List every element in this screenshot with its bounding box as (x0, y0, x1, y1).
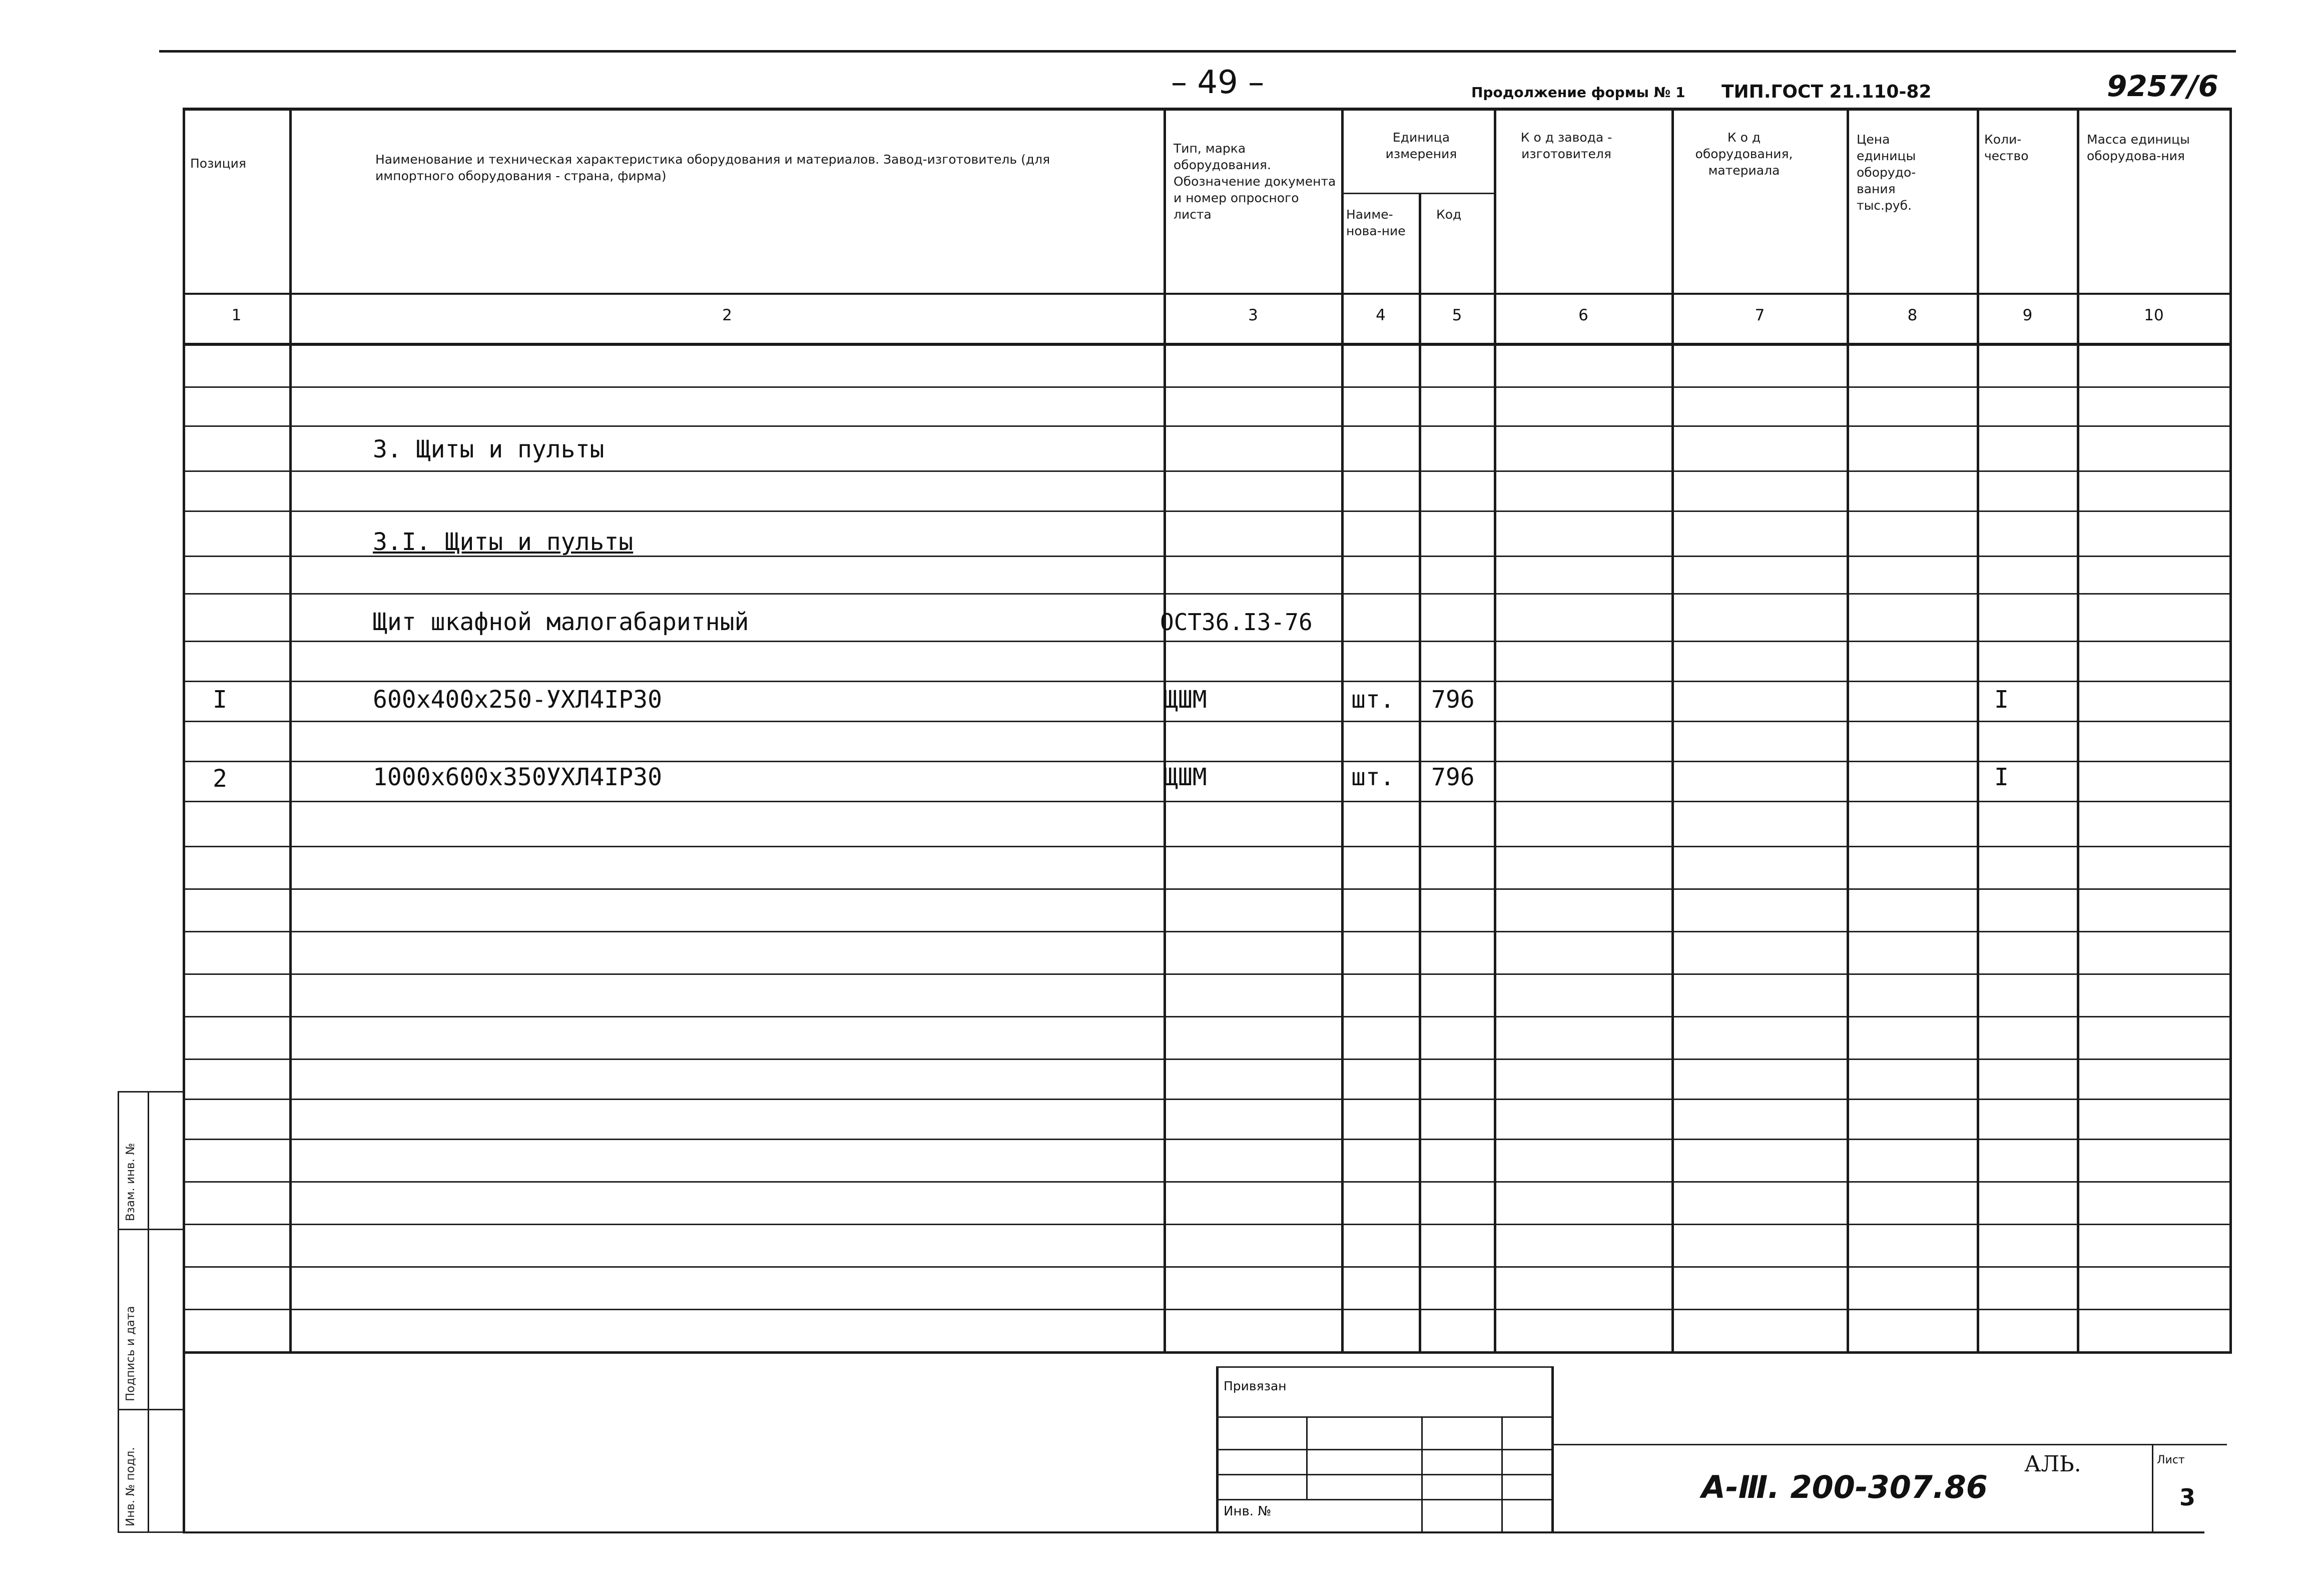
row-type: ОСТ36.I3-76 (1160, 609, 1313, 636)
row-name: 3.I. Щиты и пульты (373, 528, 634, 556)
row-position: 2 (213, 765, 227, 793)
row-name: 600х400х250-УХЛ4IР30 (373, 686, 662, 714)
table-row (373, 528, 633, 556)
inventory-number-label: Инв. № (1224, 1504, 1272, 1519)
column-number: 9 (2022, 306, 2033, 324)
row-name: 3. Щиты и пульты (373, 435, 605, 463)
table-row (373, 435, 604, 463)
row-quantity: I (1994, 686, 2009, 714)
header-unit-price: Цена единицы оборудо-вания тыс.руб. (1857, 132, 1916, 213)
column-number: 7 (1755, 306, 1765, 324)
row-unit: шт. (1351, 763, 1395, 791)
row-quantity: I (1994, 763, 2009, 791)
column-number: 2 (722, 306, 732, 324)
page-number: – 49 – (1171, 64, 1265, 101)
row-unit-code: 796 (1431, 686, 1475, 714)
top-border (159, 50, 2236, 53)
sheet-number: 3 (2179, 1484, 2196, 1511)
row-type: ЩШМ (1164, 763, 1207, 791)
column-number: 8 (1907, 306, 1918, 324)
header-manufacturer-code: К о д завода - изготовителя (1520, 130, 1612, 161)
column-number: 1 (231, 306, 242, 324)
header-unit-name: Наиме-нова-ние (1346, 207, 1406, 238)
header-position: Позиция (190, 156, 246, 171)
privyazan-label: Привязан (1224, 1379, 1287, 1393)
sheet-label: Лист (2157, 1454, 2185, 1466)
column-number: 5 (1452, 306, 1462, 324)
header-name: Наименование и техническая характеристика оборудования и материалов. Завод-изготовитель (для импортного оборудования - страна, фирма) (375, 152, 1050, 183)
row-unit-code: 796 (1431, 763, 1475, 791)
header-material-code: К о д оборудования, материала (1695, 130, 1793, 178)
column-number: 6 (1578, 306, 1588, 324)
header-type: Тип, марка оборудования. Обозначение документа и номер опросного листа (1174, 141, 1336, 222)
row-name: 1000х600х350УХЛ4IР30 (373, 763, 662, 791)
row-position: I (213, 686, 227, 714)
column-number: 4 (1376, 306, 1386, 324)
replaced-inventory-label: Взам. инв. № (124, 1143, 137, 1221)
column-number: 10 (2144, 306, 2164, 324)
standard-reference: ТИП.ГОСТ 21.110-82 (1721, 82, 1932, 102)
album-label: АЛЬ. (2024, 1451, 2081, 1477)
row-type: ЩШМ (1164, 686, 1207, 714)
original-inventory-label: Инв. № подл. (124, 1447, 137, 1526)
signature-date-label: Подпись и дата (124, 1306, 137, 1401)
sheet-reference: 9257/6 (2107, 69, 2218, 103)
header-unit-group: Единица измерения (1385, 130, 1457, 161)
header-unit-code: Код (1436, 207, 1462, 222)
row-unit: шт. (1351, 686, 1395, 714)
row-name: Щит шкафной малогабаритный (373, 608, 749, 636)
column-number: 3 (1248, 306, 1258, 324)
header-mass: Масса единицы оборудова-ния (2087, 132, 2190, 163)
document-code: А-Ⅲ. 200-307.86 (1701, 1469, 1988, 1505)
header-quantity: Коли-чество (1984, 132, 2029, 163)
form-caption: Продолжение формы № 1 (1471, 84, 1685, 101)
